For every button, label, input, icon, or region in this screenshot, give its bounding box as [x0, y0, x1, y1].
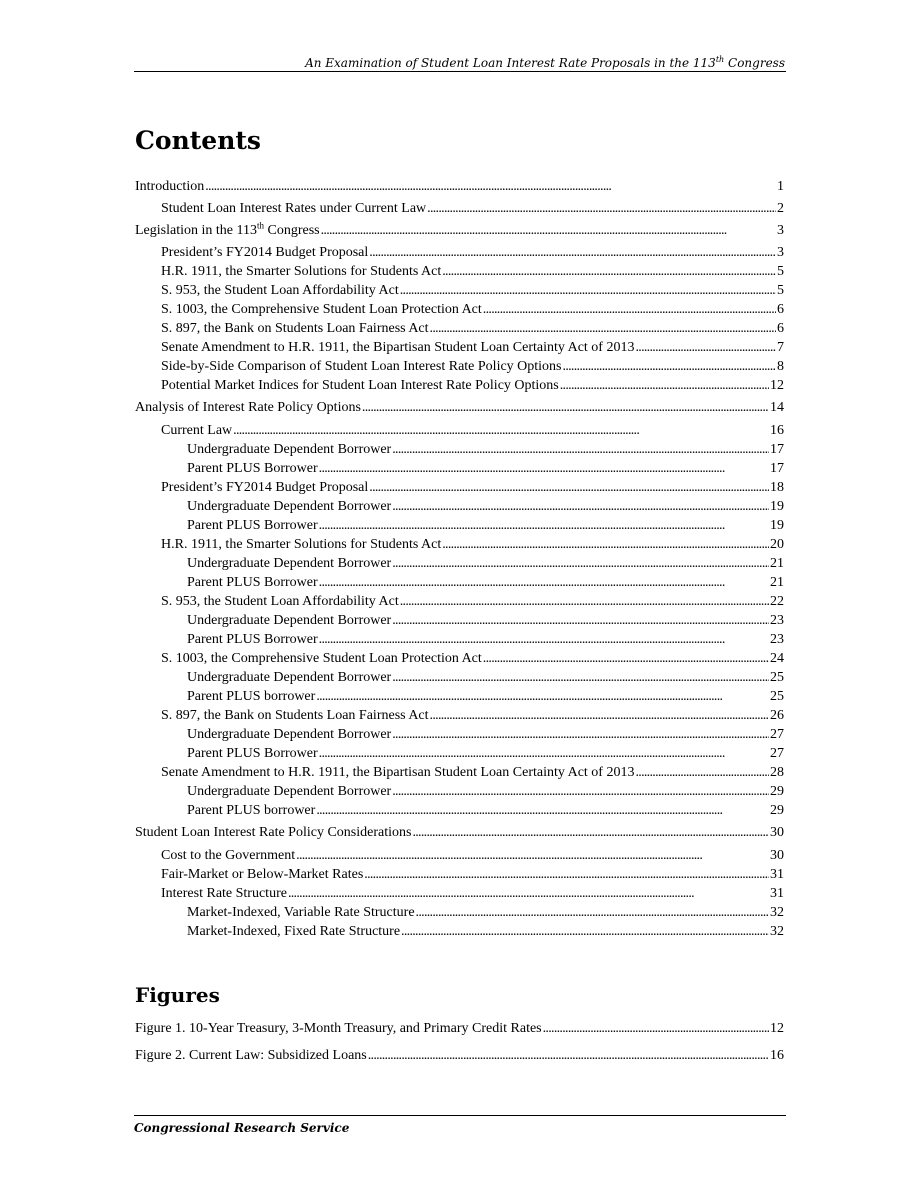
toc-entry[interactable] [187, 923, 784, 940]
page-number: 16 [770, 1048, 784, 1063]
header-title: An Examination of Student Loan Interest Rate Proposals in the 113 [305, 56, 716, 70]
entry-title: Current Law [161, 423, 233, 438]
entry-title: Undergraduate Dependent Borrower [187, 442, 392, 457]
entry-title: S. 1003, the Comprehensive Student Loan Protection Act [161, 651, 482, 666]
page-number: 5 [777, 283, 784, 298]
entry-title: Legislation in the 113th Congress [135, 220, 320, 238]
dot-leader [442, 263, 776, 280]
toc-entry[interactable] [161, 339, 784, 356]
entry-title: Student Loan Interest Rates under Current Law [161, 201, 427, 216]
entry-title: Parent PLUS borrower [187, 803, 316, 818]
entry-title: Market-Indexed, Variable Rate Structure [187, 905, 415, 920]
dot-leader [369, 479, 769, 496]
dot-leader [296, 847, 769, 864]
entry-title: Senate Amendment to H.R. 1911, the Bipartisan Student Loan Certainty Act of 2013 [161, 340, 635, 355]
entry-title: Fair-Market or Below-Market Rates [161, 867, 364, 882]
entry-title: Parent PLUS borrower [187, 689, 316, 704]
dot-leader [233, 422, 769, 439]
dot-leader [319, 745, 769, 762]
entry-title: Interest Rate Structure [161, 886, 287, 901]
dot-leader [205, 178, 776, 195]
page-number: 26 [770, 708, 784, 723]
dot-leader [563, 358, 776, 375]
toc-entry[interactable] [161, 707, 784, 724]
entry-title: Figure 1. 10-Year Treasury, 3-Month Treasury, and Primary Credit Rates [135, 1021, 542, 1036]
toc-entry[interactable] [187, 498, 784, 515]
page-number: 1 [777, 179, 784, 194]
page-number: 21 [770, 575, 784, 590]
entry-title: S. 953, the Student Loan Affordability Act [161, 594, 399, 609]
toc-entry[interactable] [187, 555, 784, 572]
dot-leader [635, 339, 776, 356]
toc-entry[interactable] [161, 593, 784, 610]
dot-leader [392, 612, 769, 629]
page-number: 30 [770, 825, 784, 840]
page-number: 12 [770, 1021, 784, 1036]
dot-leader [430, 707, 769, 724]
dot-leader [316, 802, 769, 819]
footer-rule [134, 1115, 786, 1116]
dot-leader [401, 923, 769, 940]
page-number: 12 [770, 378, 784, 393]
page-number: 5 [777, 264, 784, 279]
page-number: 17 [770, 442, 784, 457]
dot-leader [543, 1020, 769, 1037]
toc-entry[interactable] [161, 866, 784, 883]
page-number: 7 [777, 340, 784, 355]
entry-title: President’s FY2014 Budget Proposal [161, 245, 369, 260]
toc-entry[interactable] [187, 783, 784, 800]
toc-entry[interactable] [135, 178, 784, 195]
page-number: 32 [770, 905, 784, 920]
toc-entry[interactable] [187, 726, 784, 743]
entry-title: Senate Amendment to H.R. 1911, the Bipartisan Student Loan Certainty Act of 2013 [161, 765, 635, 780]
toc-entry[interactable] [161, 200, 784, 217]
dot-leader [392, 441, 769, 458]
page-number: 19 [770, 518, 784, 533]
toc-entry[interactable] [161, 244, 784, 261]
entry-title: Analysis of Interest Rate Policy Options [135, 400, 361, 415]
page-number: 25 [770, 689, 784, 704]
dot-leader [412, 824, 769, 841]
page-number: 20 [770, 537, 784, 552]
running-footer: Congressional Research Service [134, 1121, 350, 1135]
toc-entry[interactable] [161, 885, 784, 902]
toc-entry[interactable] [161, 650, 784, 667]
page-number: 27 [770, 727, 784, 742]
entry-title: Parent PLUS Borrower [187, 632, 318, 647]
toc-entry[interactable] [161, 301, 784, 318]
entry-title: Parent PLUS Borrower [187, 575, 318, 590]
entry-title: S. 897, the Bank on Students Loan Fairness Act [161, 708, 429, 723]
toc-entry[interactable] [187, 669, 784, 686]
entry-title: Undergraduate Dependent Borrower [187, 556, 392, 571]
dot-leader [392, 669, 769, 686]
entry-title: Undergraduate Dependent Borrower [187, 613, 392, 628]
dot-leader [319, 574, 769, 591]
dot-leader [368, 1047, 769, 1064]
toc-entry[interactable] [187, 631, 784, 648]
page-number: 24 [770, 651, 784, 666]
entry-title: H.R. 1911, the Smarter Solutions for Students Act [161, 537, 442, 552]
dot-leader [316, 688, 769, 705]
figures-heading: Figures [135, 983, 220, 1007]
page-number: 23 [770, 613, 784, 628]
dot-leader [319, 460, 769, 477]
toc-entry[interactable] [187, 574, 784, 591]
entry-title: Parent PLUS Borrower [187, 746, 318, 761]
page-number: 6 [777, 302, 784, 317]
toc-entry[interactable] [161, 422, 784, 439]
header-rule [134, 71, 786, 72]
page-number: 19 [770, 499, 784, 514]
entry-title: Cost to the Government [161, 848, 296, 863]
page-number: 27 [770, 746, 784, 761]
page-number: 25 [770, 670, 784, 685]
toc-entry[interactable] [187, 612, 784, 629]
dot-leader [442, 536, 769, 553]
entry-title: Parent PLUS Borrower [187, 461, 318, 476]
entry-title: Undergraduate Dependent Borrower [187, 670, 392, 685]
toc-entry[interactable] [135, 399, 784, 416]
entry-title: Undergraduate Dependent Borrower [187, 784, 392, 799]
toc-entry[interactable] [187, 904, 784, 921]
page-number: 21 [770, 556, 784, 571]
entry-title: Student Loan Interest Rate Policy Considerations [135, 825, 412, 840]
toc-entry[interactable] [135, 824, 784, 841]
toc-entry[interactable] [135, 222, 784, 239]
dot-leader [392, 498, 769, 515]
entry-title: S. 1003, the Comprehensive Student Loan Protection Act [161, 302, 482, 317]
page-number: 30 [770, 848, 784, 863]
entry-title: Figure 2. Current Law: Subsidized Loans [135, 1048, 367, 1063]
toc-entry[interactable] [161, 536, 784, 553]
page-number: 29 [770, 784, 784, 799]
page-number: 32 [770, 924, 784, 939]
dot-leader [635, 764, 769, 781]
toc-entry[interactable] [187, 745, 784, 762]
toc-entry[interactable] [187, 460, 784, 477]
dot-leader [362, 399, 769, 416]
page-number: 28 [770, 765, 784, 780]
dot-leader [483, 650, 769, 667]
page-number: 31 [770, 867, 784, 882]
dot-leader [400, 282, 776, 299]
dot-leader [319, 517, 769, 534]
page-number: 8 [777, 359, 784, 374]
entry-title: S. 953, the Student Loan Affordability Act [161, 283, 399, 298]
running-header [134, 56, 785, 70]
page-number: 3 [777, 245, 784, 260]
dot-leader [400, 593, 769, 610]
entry-title: Undergraduate Dependent Borrower [187, 499, 392, 514]
entry-title: H.R. 1911, the Smarter Solutions for Students Act [161, 264, 442, 279]
dot-leader [416, 904, 769, 921]
toc-entry[interactable] [161, 479, 784, 496]
contents-heading: Contents [135, 126, 262, 155]
dot-leader [392, 726, 769, 743]
dot-leader [319, 631, 769, 648]
page-number: 14 [770, 400, 784, 415]
dot-leader [369, 244, 776, 261]
toc-entry[interactable] [161, 358, 784, 375]
page-number: 3 [777, 223, 784, 238]
page-number: 16 [770, 423, 784, 438]
toc-entry[interactable] [161, 263, 784, 280]
figure-entry[interactable] [135, 1020, 784, 1037]
toc-entry[interactable] [187, 441, 784, 458]
entry-title: Introduction [135, 179, 205, 194]
page-number: 22 [770, 594, 784, 609]
dot-leader [321, 222, 776, 239]
toc-entry[interactable] [161, 377, 784, 394]
dot-leader [427, 200, 776, 217]
page-number: 17 [770, 461, 784, 476]
header-title-end: Congress [724, 56, 785, 70]
toc-entry[interactable] [161, 282, 784, 299]
dot-leader [364, 866, 769, 883]
dot-leader [288, 885, 769, 902]
toc-entry[interactable] [187, 688, 784, 705]
figure-entry[interactable] [135, 1047, 784, 1064]
entry-title: S. 897, the Bank on Students Loan Fairness Act [161, 321, 429, 336]
entry-title: President’s FY2014 Budget Proposal [161, 480, 369, 495]
toc-entry[interactable] [161, 847, 784, 864]
dot-leader [483, 301, 776, 318]
entry-title: Market-Indexed, Fixed Rate Structure [187, 924, 401, 939]
toc-entry[interactable] [187, 517, 784, 534]
dot-leader [560, 377, 769, 394]
entry-title: Parent PLUS Borrower [187, 518, 318, 533]
entry-title: Potential Market Indices for Student Loan Interest Rate Policy Options [161, 378, 559, 393]
dot-leader [430, 320, 776, 337]
entry-title: Side-by-Side Comparison of Student Loan Interest Rate Policy Options [161, 359, 562, 374]
dot-leader [392, 555, 769, 572]
dot-leader [392, 783, 769, 800]
page-number: 29 [770, 803, 784, 818]
toc-entry[interactable] [161, 764, 784, 781]
toc-entry[interactable] [187, 802, 784, 819]
page-number: 6 [777, 321, 784, 336]
toc-entry[interactable] [161, 320, 784, 337]
entry-title: Undergraduate Dependent Borrower [187, 727, 392, 742]
page-number: 23 [770, 632, 784, 647]
header-superscript: th [715, 55, 725, 64]
page-number: 18 [770, 480, 784, 495]
page-number: 2 [777, 201, 784, 216]
page-number: 31 [770, 886, 784, 901]
